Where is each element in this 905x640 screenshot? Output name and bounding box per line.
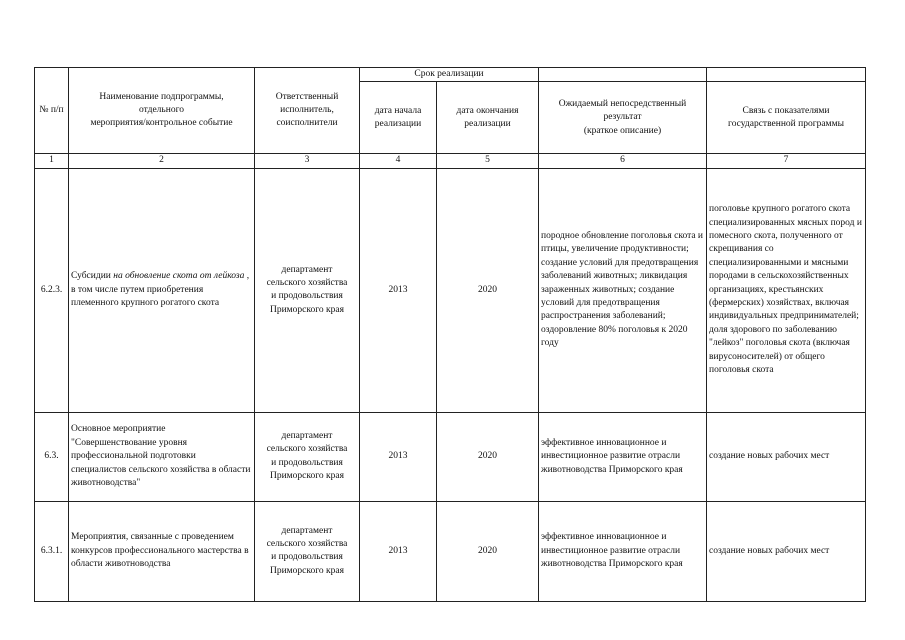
header-result-top-cell (539, 68, 707, 82)
row-start: 2013 (360, 412, 437, 501)
row-num: 6.3.1. (35, 501, 69, 601)
row-result: породное обновление поголовья скота и птицы, увеличение продуктивности; создание условий для предотвращения заболеваний животных; ликвидация зараженных животных; создание условий для предотвращения распространения заболеваний; оздоровление 80% поголовья к 2020 году (539, 168, 707, 412)
header-term-group: Срок реализации (360, 68, 539, 82)
column-number: 3 (255, 154, 360, 168)
row-end: 2020 (437, 412, 539, 501)
row-link: поголовье крупного рогатого скота специализированных мясных пород и помесного скота, полученного от скрещивания со специализированными и мясными породами в сельскохозяйственных организациях, крестьянских (фермерских) хозяйствах, включая индивидуальных предпринимателей; доля здорового по заболеванию "лейкоз" поголовья скота (включая вирусоносителей) от общего поголовья скота (707, 168, 866, 412)
column-number: 5 (437, 154, 539, 168)
column-number: 6 (539, 154, 707, 168)
row-responsible: департамент сельского хозяйства и продовольствия Приморского края (255, 501, 360, 601)
row-name: Основное мероприятие "Совершенствование уровня профессиональной подготовки специалистов сельского хозяйства в области животноводства" (69, 412, 255, 501)
row-responsible: департамент сельского хозяйства и продовольствия Приморского края (255, 412, 360, 501)
row-result: эффективное инновационное и инвестиционное развитие отрасли животноводства Приморского края (539, 412, 707, 501)
header-start: дата начала реализации (360, 82, 437, 154)
column-number: 1 (35, 154, 69, 168)
table-row (35, 501, 866, 601)
row-end: 2020 (437, 168, 539, 412)
program-table-page (34, 67, 866, 602)
header-link: Связь с показателями государственной программы (707, 82, 866, 154)
header-result: Ожидаемый непосредственный результат (краткое описание) (539, 82, 707, 154)
row-name: Мероприятия, связанные с проведением конкурсов профессионального мастерства в области животноводства (69, 501, 255, 601)
column-number: 4 (360, 154, 437, 168)
row-end: 2020 (437, 501, 539, 601)
row-name (69, 168, 255, 412)
table-row (35, 412, 866, 501)
header-link-top-cell (707, 68, 866, 82)
row-name-part: , в том числе путем приобретения племенного крупного рогатого скота (71, 271, 250, 309)
row-link: создание новых рабочих мест (707, 412, 866, 501)
header-row-top (35, 68, 866, 82)
header-end: дата окончания реализации (437, 82, 539, 154)
row-name-italic: на обновление скота от лейкоза (113, 271, 245, 282)
row-num: 6.2.3. (35, 168, 69, 412)
header-responsible: Ответственный исполнитель, соисполнители (255, 68, 360, 154)
column-number: 2 (69, 154, 255, 168)
row-name-part: Субсидии (71, 271, 114, 282)
header-name: Наименование подпрограммы, отдельного мероприятия/контрольное событие (69, 68, 255, 154)
program-measures-table (34, 67, 866, 602)
row-responsible: департамент сельского хозяйства и продовольствия Приморского края (255, 168, 360, 412)
header-num: № п/п (35, 68, 69, 154)
row-result: эффективное инновационное и инвестиционное развитие отрасли животноводства Приморского края (539, 501, 707, 601)
column-number: 7 (707, 154, 866, 168)
row-start: 2013 (360, 168, 437, 412)
table-row (35, 168, 866, 412)
column-number-row (35, 154, 866, 168)
row-link: создание новых рабочих мест (707, 501, 866, 601)
row-num: 6.3. (35, 412, 69, 501)
row-start: 2013 (360, 501, 437, 601)
